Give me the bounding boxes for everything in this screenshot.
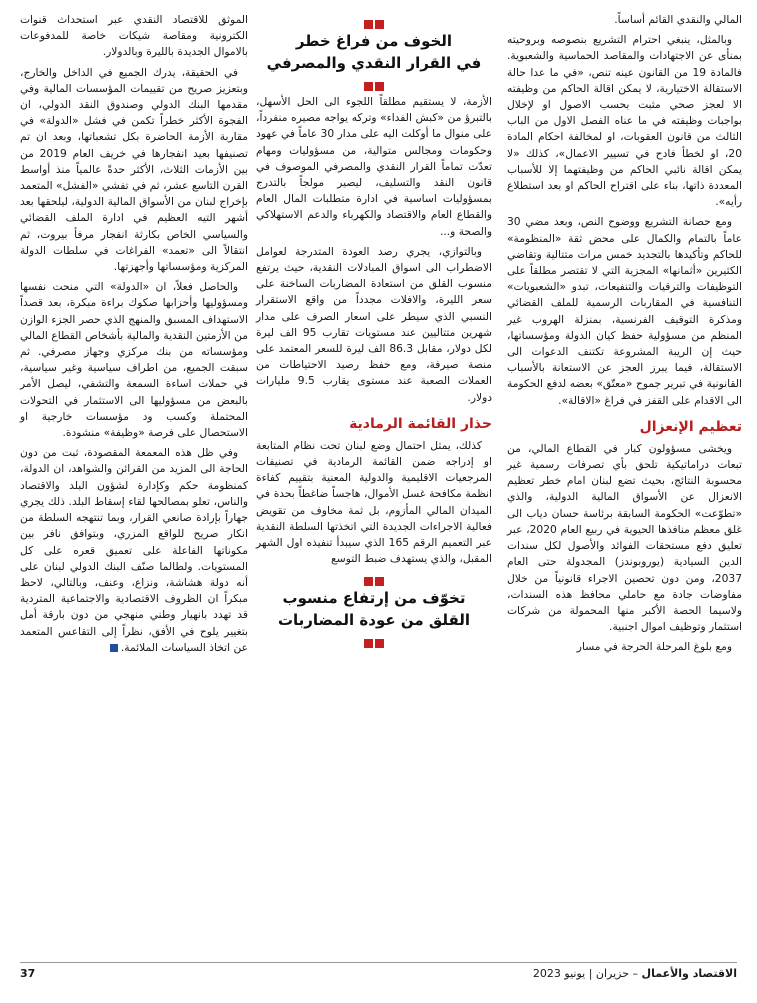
pull-quote-top (256, 14, 492, 88)
paragraph: الأزمة، لا يستقيم مطلقاً اللجوء الى الحل الأسهل، بالتبرؤ من «كبش الفداء» وتركه يواجه مصيره منفرداً، على منوال ما أوكلت اليه على مدار 30 عاماً في عهود وحكومات ومجالس متوالية، من مسؤوليات ومهام تعدّت تماماً القرار النقدي والمصرفي الموصوف في قانون النقد والتسليف، ليصير مولجاً بالتدرج بمسؤوليات اساسية في ادارة متطلبات المال العام والقطاع العام والاقتصاد والكهرباء والدعم الاستهلاكي والصحة و... (256, 95, 492, 238)
paragraph: الموثق للاقتصاد النقدي عبر استحداث قنوات الكترونية ومقاصة شيكات خاصة للمدفوعات بالاموال الجديدة بالليرة وبالدولار. (20, 13, 248, 59)
page-footer (20, 962, 737, 980)
red-squares-icon (256, 14, 492, 26)
paragraph: وبالتوازي، يجري رصد العودة المتدرجة لعوامل الاضطراب الى اسواق المبادلات النقدية، حيث يرتفع منسوب القلق من استعادة المضاربات الساخنة على سعر الليرة، والافلات مجدداً من واقع الاستقرار النسبي الذي سيطر على اسعار الصرف على مدار شهرين متتاليين عند مستويات تقارب 95 الف ليرة لكل دولار، مقابل 86.3 الف ليرة للسعر المعتمد على منصة صيرفة، ومع حفظ رصيد الاحتياطات من العملات الصعبة عند مستوى يقارب 9.5 مليارات دولار. (256, 244, 492, 404)
magazine-name: الاقتصاد والأعمال (641, 967, 737, 980)
column-left (20, 12, 248, 660)
page-number: 37 (20, 967, 36, 980)
paragraph: ويخشى مسؤولون كبار في القطاع المالي، من تبعات دراماتيكية تلحق بأي تصرفات رسمية غير محسوبة النتائج، بحيث تضع لبنان امام خطر تعظيم الانعزال عن الأسواق المالية الدولية، والذي «تطوّعت» الحكومة السابقة برئاسة حسان دياب الى غلق معظم منافذها الحيوية في ربيع العام 2020، عبر تعليق دفع مستحقات الفوائد والأصول لكل سندات الدين السيادية (يوروبوندز) المجدولة حتى العام 2037، ومن دون تحصين الاجراء قانونياً من خلال مفاوضات جادة مع حاملي محافظ هذه السندات، ولاسيما الحصة الأكبر منها المحمولة من شركات استثمار وتوظيف اموال اجنبية. (507, 441, 742, 634)
paragraph: كذلك، يمثل احتمال وضع لبنان تحت نظام المتابعة او إدراجه ضمن القائمة الرمادية في تصنيفات المرجعيات الاقليمية والدولية المعنية بتقييم كفاءة انظمة مكافحة غسل الأموال، هاجساً ضاغطاً بحدة في الميدان المالي المأزوم، بل ثمة مخاوف من تقويض فعالية الاجراءات الجديدة التي اتخذتها السلطة النقدية عبر التعميم الرقم 165 الذي سيبدأ تنفيذه اول الشهر المقبل، والذي يستهدف ضبط التوسع (256, 438, 492, 566)
paragraph: المالي والنقدي القائم أساساً. (614, 13, 742, 26)
subheading: حذار القائمة الرمادية (349, 415, 492, 432)
red-squares-icon (256, 76, 492, 88)
paragraph: والحاصل فعلاً، ان «الدولة» التي منحت نفسها ومسؤوليها وأحزابها صكوك براءة مبكرة، بعد قصداً الاستهداف المسبق والمنهج الذي حصر الجزء الوازن من الأزمتين النقدية والمالية بأشخاص القطاع المالي ومؤسساته من بنك مركزي وجهاز مصرفي. ثم سبقت الجميع، من اطراف سياسية وغير سياسية، في حملات اساءة السمعة والتشفي، ليصل الأمر بالبعض من مسؤوليها الى الاستثمار في التحولات المحتملة وكسب ود مؤسسات خارجية او الاستحصال على فرصة «وظيفة» منشودة. (20, 280, 248, 440)
magazine-credit: الاقتصاد والأعمال – حزيران | يونيو 2023 (532, 967, 737, 980)
pull-quote-line: الخوف من فراغ خطر (295, 32, 453, 50)
paragraph: وبالمثل، ينبغي احترام التشريع بنصوصه وبروحيته بمنأى عن الاجتهادات والمقاصد الحماسية والشعبوية. فالمادة 19 من القانون عينه تنص، «في ما عدا حالة الاستقالة الاختيارية، لا يمكن اقالة الحاكم من وظيفته الا لعجز صحي مثبت بحسب الاصول او لإخلال بواجبات وظيفته في ما عناه الفصل الاول من الباب الثالث من قانون العقوبات، او لمخالفة احكام المادة 20، او لخطأ فادح في تسيير الاعمال»، كذلك «لا يمكن اقالة نائبي الحاكم من وظيفتهما إلا للأسباب المعددة ذاتها، بناء على اقتراح الحاكم او بعد استطلاع رأيه». (507, 33, 742, 209)
paragraph: ومع حصانة التشريع ووضوح النص، وبعد مضي 30 عاماً بالتمام والكمال على محض ثقة «المنظومة» للحاكم وتأكيدها بالتجديد خمس مرات متتالية وتقاضي الكثيرين «أثمانها» المجزية التي لا تقتصر مطلقاً على التوظيفات والترقيات والتنفيعات، تبدو «الشعبويات» التنافسية في المقاربات الرسمية للملف القضائي ومذكرة التوقيف الفرنسية، بمنزلة الهروب غير المنظم من مسؤولية حفظ كيان الدولة ومؤسساتها، حيث إن الريبة المشروعة تكتنف الدعوات الى الاستقالة، فيما يبرز العجز عن الاستعانة بالأسباب القانونية في تبرير جموح «معتّق» بعضه لدفع الحكومة الى الاقدام على القفز في فراغ «الاقالة». (507, 215, 742, 407)
column-middle (256, 12, 492, 651)
issue-date: حزيران | يونيو 2023 (532, 967, 630, 980)
red-squares-icon (256, 633, 492, 645)
paragraph-last (20, 445, 248, 656)
pull-quote-line: القلق من عودة المضاربات (277, 611, 471, 630)
paragraph-text: وفي ظل هذه المعمعة المقصودة، ثبت من دون الحاجة الى المزيد من القرائن والشواهد، ان الدولة، كمنظومة حكم وكإدارة لشؤون البلد والاقتصاد والناس، تعلو بمصالحها لقاء إسقاط البلد. ذلك يجري جهاراً بإرادة صانعي القرار، وبما تنتهجه السلطة من انكار صريح للواقع المزري، وبتوافق نافر بين مكوناتها الفاعلة على تعميق قعره على كل المستويات. ولطالما صنّف البنك الدولي لبنان على أنه دولة هشاشة، ونزاع، وعنف، وبالتالي، لاحظ مبكراً ان الظروف الاقتصادية والاجتماعية المتردية قد تهدد بانهيار وطني منهجي من دون بارقة أمل بتغيير يلوح في الأفق، نظراً إلى التقاعس المتعمد عن اتخاذ السياسات الملائمة. (20, 446, 248, 654)
pull-quote-line: في القرار النقدي والمصرفي (266, 54, 482, 72)
pull-quote-line: تخوّف من إرتفاع منسوب (282, 589, 466, 608)
paragraph: ومع بلوغ المرحلة الحرجة في مسار (576, 640, 732, 654)
subheading: تعظيم الإنعزال (639, 418, 742, 435)
paragraph: في الحقيقة، يدرك الجميع في الداخل والخارج، وبتعزيز صريح من تقييمات المؤسسات المالية وفي مقدمها البنك الدولي وصندوق النقد الدولي، ان الفجوة الأكثر خطراً تكمن في فشل «الدولة» في مقاربة الأزمة الحاضرة بكل تشعباتها، وبعد ان تم تصنيفها بعيد انفجارها في خريف العام 2019 من بين الأزمات الثلاث، الأكثر حدةً عالمياً منذ أواسط القرن التاسع عشر، ثم في تفشي «الفشل» المتعمد بإخراج لبنان من الأسواق المالية الدولية، ليلحقها بعد أشهر التيه العظيم في ادارة الملف القضائي والسياسي الخاص بكارثة انفجار مرفأ بيروت، ثم انتقالاً الى «تعمد» الفراغات في سلطات الدولة المركزية ومؤسساتها وأجهزتها. (20, 65, 248, 274)
red-squares-icon (256, 571, 492, 583)
end-square-icon (110, 644, 118, 652)
pull-quote-bottom (256, 571, 492, 645)
column-right (507, 12, 742, 660)
